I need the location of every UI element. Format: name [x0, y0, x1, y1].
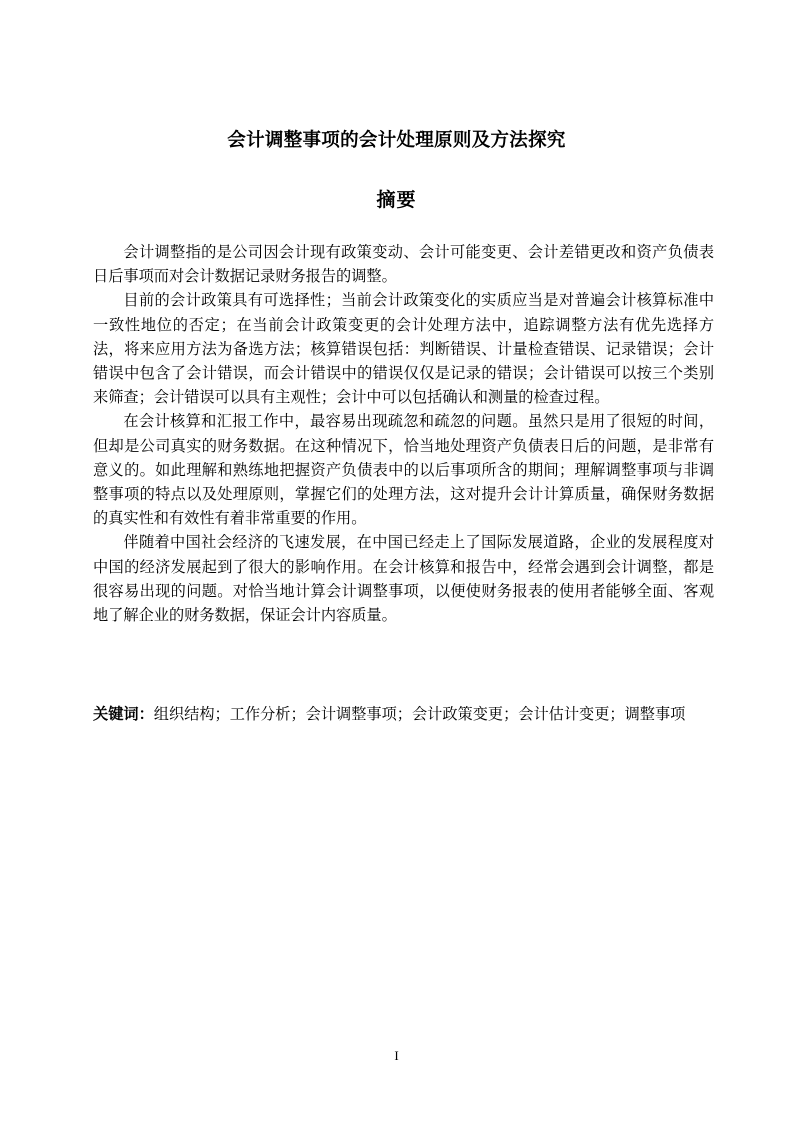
keywords-text: 组织结构；工作分析；会计调整事项；会计政策变更；会计估计变更；调整事项	[153, 705, 686, 723]
abstract-paragraph-1: 会计调整指的是公司因会计现有政策变动、会计可能变更、会计差错更改和资产负债表日后事项而对会计数据记录财务报告的调整。	[93, 243, 714, 286]
abstract-heading: 摘要	[376, 189, 417, 211]
abstract-paragraph-4: 伴随着中国社会经济的飞速发展，在中国已经走上了国际发展道路，企业的发展程度对中国的经济发展起到了很大的影响作用。在会计核算和报告中，经常会遇到会计调整，都是很容易出现的问题。对恰当地计算会计调整事项，以便使财务报表的使用者能够全面、客观地了解企业的财务数据，保证会计内容质量。	[93, 533, 714, 625]
abstract-paragraph-3: 在会计核算和汇报工作中，最容易出现疏忽和疏忽的问题。虽然只是用了很短的时间，但却是公司真实的财务数据。在这种情况下，恰当地处理资产负债表日后的问题，是非常有意义的。如此理解和熟练地把握资产负债表中的以后事项所含的期间；理解调整事项与非调整事项的特点以及处理原则，掌握它们的处理方法，这对提升会计计算质量，确保财务数据的真实性和有效性有着非常重要的作用。	[93, 412, 714, 528]
page-number: I	[394, 1048, 399, 1063]
keywords-line	[93, 702, 733, 726]
keywords-label: 关键词：	[93, 705, 154, 723]
document-title: 会计调整事项的会计处理原则及方法探究	[227, 130, 566, 151]
abstract-body	[93, 240, 714, 627]
abstract-paragraph-2: 目前的会计政策具有可选择性；当前会计政策变化的实质应当是对普遍会计核算标准中一致性地位的否定；在当前会计政策变更的会计处理方法中，追踪调整方法有优先选择方法，将来应用方法为备选方法；核算错误包括：判断错误、计量检查错误、记录错误；会计错误中包含了会计错误，而会计错误中的错误仅仅是记录的错误；会计错误可以按三个类别来筛查；会计错误可以具有主观性；会计中可以包括确认和测量的检查过程。	[93, 291, 714, 407]
